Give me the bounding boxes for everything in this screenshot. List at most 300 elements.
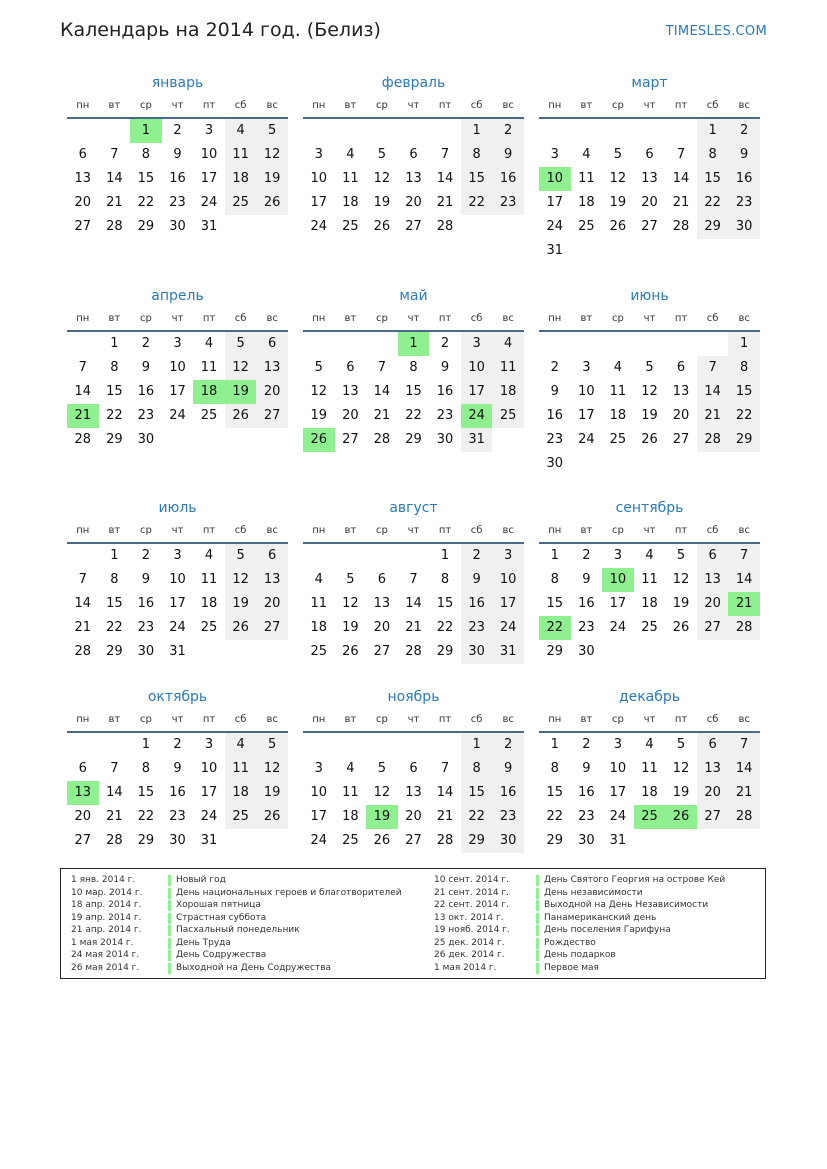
holiday-day-cell: 25 — [634, 805, 666, 829]
empty-day-cell — [665, 332, 697, 356]
weekday-label: чт — [171, 714, 184, 725]
weekday-label: пт — [674, 714, 688, 725]
day-cell: 28 — [106, 219, 123, 234]
week-row — [67, 757, 288, 781]
day-cell: 17 — [578, 408, 595, 423]
weekday-label: ср — [611, 525, 624, 536]
empty-day-cell — [571, 452, 603, 476]
day-cell: 2 — [728, 119, 760, 143]
day-cell: 5 — [377, 761, 387, 776]
day-cell: 26 — [342, 644, 359, 659]
empty-day-cell — [366, 119, 398, 143]
day-cell: 4 — [204, 548, 214, 563]
empty-day-cell — [225, 428, 257, 452]
day-cell: 5 — [346, 572, 355, 587]
weekday-label: ср — [611, 100, 624, 111]
day-cell: 10 — [609, 761, 627, 776]
weekday-header — [67, 521, 288, 544]
day-cell: 25 — [225, 191, 257, 215]
day-cell: 18 — [641, 596, 658, 611]
day-cell: 12 — [225, 356, 257, 380]
legend-holiday-name: День национальных героев и благотворителей — [176, 887, 402, 898]
weekday-label: вт — [344, 100, 357, 111]
day-cell: 23 — [169, 809, 186, 824]
day-cell: 2 — [582, 548, 591, 563]
legend-date: 21 сент. 2014 г. — [434, 887, 510, 898]
week-row — [67, 143, 288, 167]
day-cell: 22 — [546, 809, 564, 824]
day-cell: 24 — [169, 620, 186, 635]
weekday-label: сб — [706, 525, 719, 536]
empty-day-cell — [539, 119, 571, 143]
day-cell: 6 — [409, 761, 418, 776]
weekday-label: вт — [344, 313, 357, 324]
legend-holiday-name: Панамериканский день — [544, 912, 657, 923]
day-cell: 13 — [256, 356, 288, 380]
empty-day-cell — [99, 119, 131, 143]
month-block — [67, 73, 288, 239]
day-cell: 16 — [546, 408, 564, 423]
day-cell: 8 — [550, 572, 559, 587]
empty-day-cell — [225, 829, 257, 853]
week-row — [67, 829, 288, 853]
week-row — [303, 428, 524, 452]
week-row — [539, 568, 760, 592]
empty-day-cell — [335, 733, 367, 757]
legend-date: 10 мар. 2014 г. — [71, 887, 143, 898]
day-cell: 22 — [137, 809, 155, 824]
weekday-header — [539, 309, 760, 332]
day-cell: 6 — [697, 544, 729, 568]
day-cell: 16 — [492, 167, 524, 191]
week-row — [539, 640, 760, 664]
legend-date: 19 апр. 2014 г. — [71, 912, 142, 923]
day-cell: 20 — [672, 408, 690, 423]
day-cell: 4 — [645, 737, 654, 752]
day-cell: 1 — [550, 548, 559, 563]
day-cell: 25 — [200, 408, 218, 423]
weekday-label: чт — [407, 525, 420, 536]
day-cell: 15 — [137, 785, 155, 800]
weekday-label: сб — [470, 100, 483, 111]
empty-day-cell — [67, 119, 99, 143]
month-name: август — [389, 500, 438, 516]
day-cell: 17 — [200, 171, 218, 186]
legend-holiday-name: Хорошая пятница — [176, 900, 261, 910]
day-cell: 19 — [672, 785, 690, 800]
week-row — [303, 568, 524, 592]
day-cell: 13 — [672, 384, 690, 399]
day-cell: 31 — [492, 640, 524, 664]
week-row — [67, 733, 288, 757]
weekday-label: пн — [76, 714, 90, 725]
week-row — [67, 215, 288, 239]
week-row — [539, 781, 760, 805]
day-cell: 13 — [641, 171, 658, 186]
weekday-label: вт — [580, 714, 593, 725]
empty-day-cell — [697, 640, 729, 664]
week-row — [67, 805, 288, 829]
day-cell: 28 — [672, 219, 690, 234]
day-cell: 20 — [342, 408, 359, 423]
day-cell: 16 — [137, 384, 155, 399]
holiday-color-marker — [168, 925, 171, 936]
day-cell: 24 — [609, 809, 627, 824]
empty-day-cell — [634, 239, 666, 263]
day-cell: 19 — [672, 596, 690, 611]
holiday-day-cell: 22 — [539, 616, 571, 640]
month-block — [539, 73, 760, 263]
day-cell: 29 — [546, 833, 564, 848]
day-cell: 8 — [141, 147, 151, 162]
day-cell: 26 — [609, 219, 627, 234]
day-cell: 20 — [256, 592, 288, 616]
day-cell: 11 — [641, 761, 658, 776]
day-cell: 20 — [405, 809, 422, 824]
day-cell: 15 — [405, 384, 422, 399]
month-name: июнь — [630, 288, 669, 304]
legend-date: 1 мая 2014 г. — [434, 962, 497, 973]
day-cell: 29 — [137, 833, 155, 848]
weekday-label: чт — [171, 100, 184, 111]
day-cell: 6 — [78, 761, 87, 776]
holiday-day-cell: 1 — [398, 332, 430, 356]
weekday-label: пн — [312, 313, 326, 324]
week-row — [303, 640, 524, 664]
day-cell: 17 — [546, 195, 564, 210]
empty-day-cell — [697, 239, 729, 263]
day-cell: 30 — [546, 456, 564, 471]
day-cell: 2 — [141, 548, 151, 563]
day-cell: 23 — [137, 408, 155, 423]
day-cell: 7 — [728, 544, 760, 568]
holiday-color-marker — [536, 875, 539, 886]
week-row — [67, 332, 288, 356]
day-cell: 19 — [609, 195, 627, 210]
day-cell: 15 — [137, 171, 155, 186]
weekday-label: вт — [108, 100, 121, 111]
week-row — [539, 544, 760, 568]
day-cell: 3 — [204, 123, 214, 138]
empty-day-cell — [335, 332, 367, 356]
weekday-label: вс — [738, 525, 750, 536]
week-row — [539, 143, 760, 167]
day-cell: 9 — [582, 761, 591, 776]
day-cell: 31 — [200, 833, 218, 848]
empty-day-cell — [398, 119, 430, 143]
day-cell: 22 — [461, 191, 493, 215]
day-cell: 14 — [74, 384, 92, 399]
day-cell: 13 — [697, 568, 729, 592]
day-cell: 23 — [169, 195, 186, 210]
day-cell: 13 — [697, 757, 729, 781]
week-row — [303, 592, 524, 616]
empty-day-cell — [634, 119, 666, 143]
empty-day-cell — [162, 428, 194, 452]
day-cell: 19 — [641, 408, 658, 423]
empty-day-cell — [366, 544, 398, 568]
day-cell: 26 — [373, 219, 391, 234]
day-cell: 25 — [609, 432, 627, 447]
day-cell: 16 — [728, 167, 760, 191]
day-cell: 14 — [728, 568, 760, 592]
day-cell: 15 — [436, 596, 454, 611]
week-row — [539, 829, 760, 853]
empty-day-cell — [728, 829, 760, 853]
day-cell: 7 — [440, 147, 450, 162]
brand-link[interactable]: TIMESLES.COM — [665, 24, 767, 39]
day-cell: 7 — [78, 572, 87, 587]
day-cell: 16 — [578, 785, 595, 800]
day-cell: 10 — [169, 360, 186, 375]
month-block — [67, 498, 288, 664]
holiday-color-marker — [168, 888, 171, 899]
empty-day-cell — [665, 239, 697, 263]
day-cell: 28 — [74, 644, 92, 659]
day-cell: 14 — [106, 785, 123, 800]
day-cell: 12 — [373, 171, 391, 186]
day-cell: 8 — [409, 360, 418, 375]
empty-day-cell — [602, 452, 634, 476]
month-name: июль — [158, 500, 197, 516]
day-cell: 7 — [377, 360, 387, 375]
empty-day-cell — [67, 544, 99, 568]
weekday-label: пт — [438, 313, 452, 324]
day-cell: 21 — [436, 809, 454, 824]
day-cell: 8 — [440, 572, 450, 587]
day-cell: 26 — [225, 404, 257, 428]
empty-day-cell — [697, 829, 729, 853]
empty-day-cell — [492, 428, 524, 452]
day-cell: 29 — [436, 644, 454, 659]
legend-date: 21 апр. 2014 г. — [71, 925, 142, 935]
weekday-label: сб — [706, 313, 719, 324]
weekday-label: пт — [438, 525, 452, 536]
day-cell: 30 — [578, 833, 595, 848]
empty-day-cell — [429, 119, 461, 143]
day-cell: 20 — [697, 781, 729, 805]
day-cell: 24 — [492, 616, 524, 640]
day-cell: 15 — [546, 596, 564, 611]
empty-day-cell — [634, 332, 666, 356]
weekday-header — [303, 309, 524, 332]
empty-day-cell — [571, 239, 603, 263]
holiday-day-cell: 26 — [665, 805, 697, 829]
day-cell: 27 — [405, 833, 422, 848]
legend-date: 26 дек. 2014 г. — [434, 950, 505, 960]
week-row — [539, 733, 760, 757]
weekday-label: пт — [202, 313, 216, 324]
legend-date: 1 янв. 2014 г. — [71, 875, 136, 885]
day-cell: 11 — [641, 572, 658, 587]
empty-day-cell — [303, 544, 335, 568]
day-cell: 16 — [169, 785, 186, 800]
weekday-label: сб — [234, 714, 247, 725]
day-cell: 13 — [405, 785, 422, 800]
day-cell: 8 — [141, 761, 151, 776]
day-cell: 14 — [74, 596, 92, 611]
week-row — [67, 404, 288, 428]
day-cell: 11 — [200, 572, 218, 587]
week-row — [539, 428, 760, 452]
day-cell: 12 — [641, 384, 658, 399]
legend-holiday-name: День Содружества — [176, 950, 267, 960]
day-cell: 11 — [342, 171, 359, 186]
week-row — [303, 380, 524, 404]
weekday-label: сб — [470, 525, 483, 536]
day-cell: 25 — [492, 404, 524, 428]
weekday-label: ср — [139, 100, 152, 111]
day-cell: 25 — [578, 219, 595, 234]
month-block — [303, 286, 524, 452]
week-row — [303, 616, 524, 640]
day-cell: 29 — [728, 428, 760, 452]
legend-holiday-name: День поселения Гарифуна — [544, 925, 671, 935]
weekday-label: ср — [375, 714, 388, 725]
day-cell: 3 — [613, 737, 623, 752]
empty-day-cell — [256, 829, 288, 853]
day-cell: 6 — [256, 332, 288, 356]
day-cell: 21 — [405, 620, 422, 635]
day-cell: 2 — [492, 119, 524, 143]
day-cell: 11 — [578, 171, 595, 186]
day-cell: 1 — [440, 548, 450, 563]
day-cell: 4 — [314, 572, 323, 587]
day-cell: 9 — [550, 384, 559, 399]
day-cell: 9 — [173, 147, 182, 162]
day-cell: 30 — [728, 215, 760, 239]
week-row — [539, 805, 760, 829]
legend-holiday-name: День Святого Георгия на острове Кей — [544, 875, 726, 885]
day-cell: 18 — [225, 781, 257, 805]
holiday-color-marker — [536, 913, 539, 924]
day-cell: 13 — [74, 171, 92, 186]
day-cell: 14 — [373, 384, 391, 399]
day-cell: 28 — [697, 428, 729, 452]
weekday-label: чт — [407, 313, 420, 324]
weekday-label: сб — [706, 714, 719, 725]
day-cell: 9 — [141, 360, 151, 375]
day-cell: 14 — [697, 380, 729, 404]
weekday-label: чт — [643, 525, 656, 536]
day-cell: 21 — [697, 404, 729, 428]
holiday-legend — [60, 868, 766, 979]
weekday-label: пт — [202, 100, 216, 111]
day-cell: 28 — [373, 432, 391, 447]
day-cell: 6 — [346, 360, 355, 375]
day-cell: 21 — [436, 195, 454, 210]
empty-day-cell — [366, 733, 398, 757]
day-cell: 10 — [310, 785, 328, 800]
day-cell: 10 — [492, 568, 524, 592]
day-cell: 9 — [141, 572, 151, 587]
day-cell: 23 — [461, 616, 493, 640]
day-cell: 29 — [106, 644, 123, 659]
day-cell: 12 — [342, 596, 359, 611]
week-row — [303, 544, 524, 568]
empty-day-cell — [492, 215, 524, 239]
day-cell: 8 — [550, 761, 559, 776]
holiday-day-cell: 10 — [539, 167, 571, 191]
day-cell: 19 — [342, 620, 359, 635]
legend-holiday-name: Рождество — [544, 937, 596, 948]
legend-holiday-name: Пасхальный понедельник — [176, 925, 300, 935]
day-cell: 8 — [461, 143, 493, 167]
weekday-header — [67, 710, 288, 733]
day-cell: 11 — [609, 384, 627, 399]
day-cell: 30 — [461, 640, 493, 664]
day-cell: 20 — [373, 620, 391, 635]
day-cell: 13 — [342, 384, 359, 399]
week-row — [67, 428, 288, 452]
day-cell: 14 — [728, 757, 760, 781]
holiday-day-cell: 1 — [130, 119, 162, 143]
empty-day-cell — [602, 119, 634, 143]
day-cell: 1 — [110, 336, 119, 351]
day-cell: 3 — [550, 147, 559, 162]
weekday-label: сб — [470, 714, 483, 725]
day-cell: 28 — [728, 805, 760, 829]
holiday-color-marker — [536, 900, 539, 911]
day-cell: 5 — [256, 733, 288, 757]
day-cell: 31 — [461, 428, 493, 452]
day-cell: 17 — [169, 596, 186, 611]
holiday-day-cell: 26 — [303, 428, 335, 452]
day-cell: 2 — [440, 336, 450, 351]
day-cell: 16 — [578, 596, 595, 611]
week-row — [303, 332, 524, 356]
day-cell: 12 — [672, 761, 690, 776]
empty-day-cell — [366, 332, 398, 356]
day-cell: 27 — [697, 616, 729, 640]
empty-day-cell — [335, 544, 367, 568]
day-cell: 16 — [436, 384, 454, 399]
weekday-label: чт — [407, 714, 420, 725]
weekday-label: вс — [738, 313, 750, 324]
day-cell: 5 — [676, 548, 686, 563]
day-cell: 8 — [728, 356, 760, 380]
weekday-header — [303, 96, 524, 119]
holiday-day-cell: 21 — [728, 592, 760, 616]
day-cell: 1 — [697, 119, 729, 143]
week-row — [67, 592, 288, 616]
day-cell: 21 — [728, 781, 760, 805]
holiday-color-marker — [168, 913, 171, 924]
day-cell: 7 — [409, 572, 418, 587]
day-cell: 21 — [672, 195, 690, 210]
day-cell: 20 — [405, 195, 422, 210]
day-cell: 23 — [578, 620, 595, 635]
day-cell: 30 — [492, 829, 524, 853]
day-cell: 18 — [342, 195, 359, 210]
day-cell: 5 — [225, 544, 257, 568]
day-cell: 27 — [342, 432, 359, 447]
month-name: сентябрь — [615, 500, 684, 516]
day-cell: 22 — [436, 620, 454, 635]
weekday-label: пн — [76, 100, 90, 111]
day-cell: 31 — [200, 219, 218, 234]
month-name: декабрь — [618, 689, 681, 705]
holiday-day-cell: 24 — [461, 404, 493, 428]
weekday-label: чт — [643, 100, 656, 111]
day-cell: 28 — [436, 219, 454, 234]
day-cell: 16 — [137, 596, 155, 611]
legend-date: 26 мая 2014 г. — [71, 962, 140, 973]
weekday-label: вт — [580, 313, 593, 324]
month-name: март — [631, 75, 668, 91]
weekday-label: вт — [108, 714, 121, 725]
empty-day-cell — [634, 829, 666, 853]
